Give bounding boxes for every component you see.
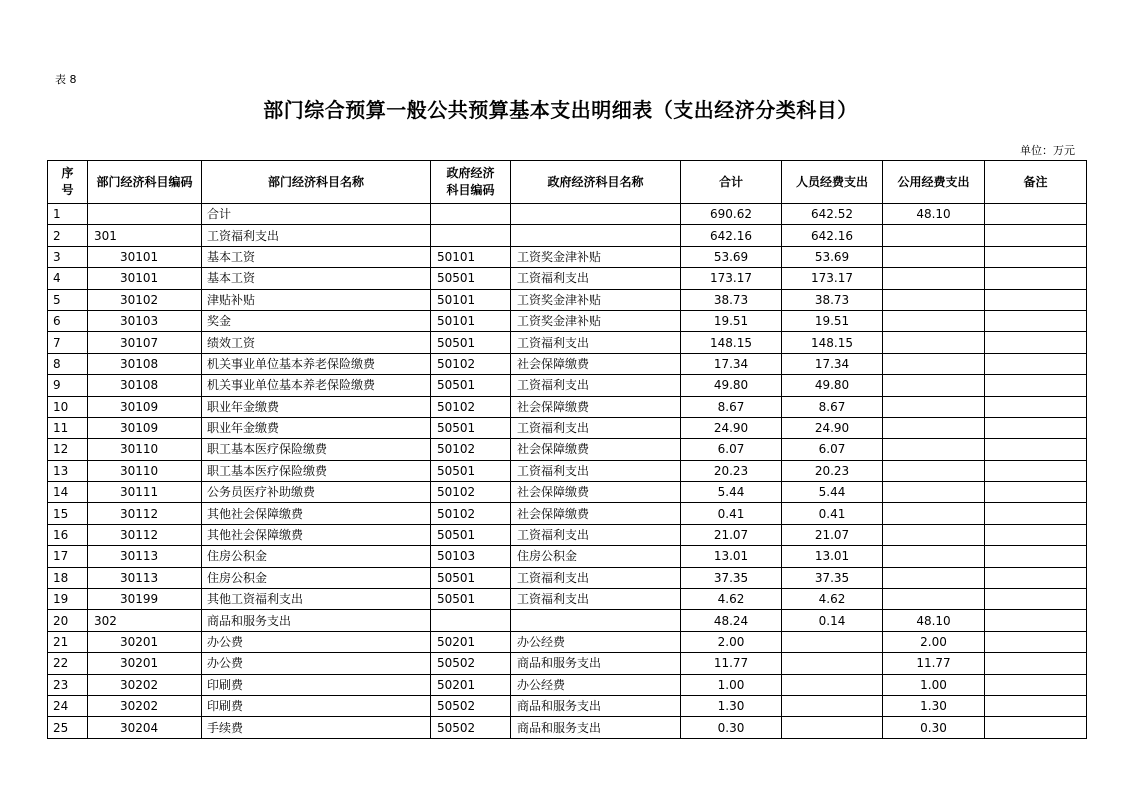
cell-remark xyxy=(985,225,1087,246)
cell-gov-code: 50102 xyxy=(431,396,511,417)
cell-seq: 18 xyxy=(48,567,88,588)
cell-gov-code: 50501 xyxy=(431,268,511,289)
cell-gov-name: 社会保障缴费 xyxy=(511,353,681,374)
cell-public: 2.00 xyxy=(883,631,985,652)
cell-total: 173.17 xyxy=(681,268,782,289)
cell-personnel: 21.07 xyxy=(782,524,883,545)
cell-gov-code: 50102 xyxy=(431,482,511,503)
cell-dept-code: 30103 xyxy=(88,310,202,331)
cell-public xyxy=(883,375,985,396)
cell-gov-code: 50502 xyxy=(431,653,511,674)
cell-personnel: 24.90 xyxy=(782,417,883,438)
cell-dept-name: 绩效工资 xyxy=(202,332,431,353)
cell-gov-name: 工资福利支出 xyxy=(511,268,681,289)
cell-gov-name: 工资福利支出 xyxy=(511,417,681,438)
cell-gov-name: 办公经费 xyxy=(511,631,681,652)
cell-gov-code: 50101 xyxy=(431,310,511,331)
cell-public xyxy=(883,439,985,460)
cell-personnel: 0.14 xyxy=(782,610,883,631)
cell-remark xyxy=(985,631,1087,652)
cell-dept-code: 301 xyxy=(88,225,202,246)
cell-personnel: 13.01 xyxy=(782,546,883,567)
cell-public xyxy=(883,225,985,246)
header-gov-code: 政府经济科目编码 xyxy=(431,161,511,204)
cell-seq: 12 xyxy=(48,439,88,460)
cell-remark xyxy=(985,610,1087,631)
cell-total: 0.30 xyxy=(681,717,782,738)
table-row xyxy=(48,396,1087,417)
cell-dept-name: 基本工资 xyxy=(202,268,431,289)
cell-gov-code: 50101 xyxy=(431,289,511,310)
cell-total: 20.23 xyxy=(681,460,782,481)
cell-seq: 25 xyxy=(48,717,88,738)
cell-personnel xyxy=(782,674,883,695)
cell-personnel: 8.67 xyxy=(782,396,883,417)
cell-personnel: 38.73 xyxy=(782,289,883,310)
cell-seq: 1 xyxy=(48,204,88,225)
cell-seq: 7 xyxy=(48,332,88,353)
table-row xyxy=(48,653,1087,674)
cell-dept-name: 工资福利支出 xyxy=(202,225,431,246)
cell-personnel: 53.69 xyxy=(782,246,883,267)
cell-gov-code: 50502 xyxy=(431,717,511,738)
cell-gov-name: 社会保障缴费 xyxy=(511,482,681,503)
cell-remark xyxy=(985,567,1087,588)
cell-dept-name: 办公费 xyxy=(202,653,431,674)
cell-gov-code: 50201 xyxy=(431,674,511,695)
cell-gov-code: 50101 xyxy=(431,246,511,267)
cell-dept-name: 公务员医疗补助缴费 xyxy=(202,482,431,503)
cell-seq: 17 xyxy=(48,546,88,567)
table-row xyxy=(48,610,1087,631)
budget-table xyxy=(47,160,1087,739)
cell-seq: 22 xyxy=(48,653,88,674)
cell-total: 5.44 xyxy=(681,482,782,503)
cell-gov-code xyxy=(431,204,511,225)
table-body xyxy=(48,204,1087,739)
cell-seq: 2 xyxy=(48,225,88,246)
cell-dept-code: 30199 xyxy=(88,589,202,610)
cell-seq: 20 xyxy=(48,610,88,631)
cell-gov-name: 商品和服务支出 xyxy=(511,695,681,716)
cell-dept-code: 30113 xyxy=(88,546,202,567)
cell-remark xyxy=(985,204,1087,225)
cell-dept-name: 奖金 xyxy=(202,310,431,331)
cell-personnel xyxy=(782,631,883,652)
table-row xyxy=(48,567,1087,588)
cell-dept-name: 基本工资 xyxy=(202,246,431,267)
cell-public xyxy=(883,546,985,567)
cell-remark xyxy=(985,246,1087,267)
table-row xyxy=(48,439,1087,460)
table-row xyxy=(48,268,1087,289)
cell-gov-name xyxy=(511,225,681,246)
table-row xyxy=(48,246,1087,267)
cell-gov-name xyxy=(511,204,681,225)
cell-gov-code: 50103 xyxy=(431,546,511,567)
cell-public xyxy=(883,417,985,438)
cell-dept-name: 职工基本医疗保险缴费 xyxy=(202,439,431,460)
cell-public xyxy=(883,460,985,481)
cell-remark xyxy=(985,332,1087,353)
cell-remark xyxy=(985,417,1087,438)
cell-dept-code: 30204 xyxy=(88,717,202,738)
cell-remark xyxy=(985,353,1087,374)
cell-total: 6.07 xyxy=(681,439,782,460)
cell-seq: 16 xyxy=(48,524,88,545)
cell-total: 37.35 xyxy=(681,567,782,588)
cell-gov-code xyxy=(431,610,511,631)
cell-remark xyxy=(985,439,1087,460)
cell-dept-code: 30110 xyxy=(88,460,202,481)
cell-remark xyxy=(985,268,1087,289)
cell-total: 24.90 xyxy=(681,417,782,438)
cell-gov-code: 50201 xyxy=(431,631,511,652)
cell-public: 1.00 xyxy=(883,674,985,695)
table-row xyxy=(48,482,1087,503)
cell-personnel xyxy=(782,695,883,716)
table-row xyxy=(48,417,1087,438)
cell-total: 1.30 xyxy=(681,695,782,716)
cell-remark xyxy=(985,695,1087,716)
cell-total: 48.24 xyxy=(681,610,782,631)
cell-public xyxy=(883,310,985,331)
cell-personnel: 148.15 xyxy=(782,332,883,353)
cell-personnel: 37.35 xyxy=(782,567,883,588)
cell-dept-code: 30112 xyxy=(88,503,202,524)
cell-seq: 5 xyxy=(48,289,88,310)
cell-total: 8.67 xyxy=(681,396,782,417)
cell-dept-name: 职业年金缴费 xyxy=(202,396,431,417)
cell-personnel: 0.41 xyxy=(782,503,883,524)
cell-public xyxy=(883,503,985,524)
cell-public: 11.77 xyxy=(883,653,985,674)
cell-public xyxy=(883,567,985,588)
cell-public xyxy=(883,289,985,310)
table-number: 表 8 xyxy=(55,73,77,86)
cell-dept-name: 其他社会保障缴费 xyxy=(202,503,431,524)
cell-gov-code xyxy=(431,225,511,246)
header-remark: 备注 xyxy=(985,161,1087,204)
cell-public xyxy=(883,396,985,417)
cell-dept-code: 30108 xyxy=(88,353,202,374)
header-dept-name: 部门经济科目名称 xyxy=(202,161,431,204)
cell-gov-name: 商品和服务支出 xyxy=(511,653,681,674)
cell-gov-code: 50502 xyxy=(431,695,511,716)
cell-gov-name: 工资福利支出 xyxy=(511,589,681,610)
cell-personnel: 642.16 xyxy=(782,225,883,246)
cell-public xyxy=(883,353,985,374)
cell-remark xyxy=(985,589,1087,610)
cell-dept-code: 30201 xyxy=(88,631,202,652)
cell-seq: 6 xyxy=(48,310,88,331)
table-row xyxy=(48,546,1087,567)
cell-remark xyxy=(985,503,1087,524)
cell-dept-name: 职工基本医疗保险缴费 xyxy=(202,460,431,481)
cell-dept-name: 机关事业单位基本养老保险缴费 xyxy=(202,353,431,374)
cell-total: 148.15 xyxy=(681,332,782,353)
cell-dept-code: 30101 xyxy=(88,268,202,289)
cell-seq: 10 xyxy=(48,396,88,417)
cell-remark xyxy=(985,310,1087,331)
cell-gov-name: 住房公积金 xyxy=(511,546,681,567)
cell-gov-name: 工资福利支出 xyxy=(511,332,681,353)
cell-dept-code: 30101 xyxy=(88,246,202,267)
cell-dept-name: 办公费 xyxy=(202,631,431,652)
cell-seq: 23 xyxy=(48,674,88,695)
cell-remark xyxy=(985,524,1087,545)
cell-dept-code: 302 xyxy=(88,610,202,631)
cell-gov-name: 工资奖金津补贴 xyxy=(511,310,681,331)
cell-gov-name: 工资福利支出 xyxy=(511,524,681,545)
cell-public: 0.30 xyxy=(883,717,985,738)
table-row xyxy=(48,503,1087,524)
cell-public xyxy=(883,524,985,545)
table-row xyxy=(48,289,1087,310)
cell-public: 1.30 xyxy=(883,695,985,716)
table-row xyxy=(48,225,1087,246)
cell-personnel: 17.34 xyxy=(782,353,883,374)
cell-dept-name: 机关事业单位基本养老保险缴费 xyxy=(202,375,431,396)
cell-gov-code: 50501 xyxy=(431,589,511,610)
cell-dept-name: 津贴补贴 xyxy=(202,289,431,310)
cell-remark xyxy=(985,674,1087,695)
cell-public: 48.10 xyxy=(883,610,985,631)
cell-personnel xyxy=(782,717,883,738)
cell-remark xyxy=(985,717,1087,738)
cell-dept-code: 30102 xyxy=(88,289,202,310)
table-row xyxy=(48,353,1087,374)
cell-total: 4.62 xyxy=(681,589,782,610)
header-seq: 序号 xyxy=(48,161,88,204)
cell-personnel: 642.52 xyxy=(782,204,883,225)
cell-remark xyxy=(985,396,1087,417)
cell-public: 48.10 xyxy=(883,204,985,225)
table-row xyxy=(48,310,1087,331)
cell-total: 17.34 xyxy=(681,353,782,374)
cell-personnel: 4.62 xyxy=(782,589,883,610)
cell-gov-code: 50501 xyxy=(431,332,511,353)
cell-gov-code: 50501 xyxy=(431,417,511,438)
cell-public xyxy=(883,268,985,289)
cell-gov-name: 工资奖金津补贴 xyxy=(511,246,681,267)
cell-total: 13.01 xyxy=(681,546,782,567)
cell-gov-code: 50501 xyxy=(431,375,511,396)
header-personnel: 人员经费支出 xyxy=(782,161,883,204)
cell-dept-code: 30113 xyxy=(88,567,202,588)
table-row xyxy=(48,674,1087,695)
cell-dept-code: 30202 xyxy=(88,674,202,695)
cell-total: 1.00 xyxy=(681,674,782,695)
cell-remark xyxy=(985,653,1087,674)
cell-dept-code: 30108 xyxy=(88,375,202,396)
table-row xyxy=(48,375,1087,396)
cell-gov-name xyxy=(511,610,681,631)
cell-dept-code xyxy=(88,204,202,225)
cell-personnel: 173.17 xyxy=(782,268,883,289)
cell-dept-name: 印刷费 xyxy=(202,674,431,695)
cell-gov-code: 50501 xyxy=(431,460,511,481)
cell-seq: 3 xyxy=(48,246,88,267)
cell-dept-name: 合计 xyxy=(202,204,431,225)
cell-gov-name: 办公经费 xyxy=(511,674,681,695)
cell-seq: 13 xyxy=(48,460,88,481)
cell-remark xyxy=(985,546,1087,567)
cell-seq: 21 xyxy=(48,631,88,652)
cell-seq: 8 xyxy=(48,353,88,374)
cell-total: 11.77 xyxy=(681,653,782,674)
table-row xyxy=(48,631,1087,652)
cell-seq: 19 xyxy=(48,589,88,610)
table-row xyxy=(48,204,1087,225)
page-title: 部门综合预算一般公共预算基本支出明细表（支出经济分类科目） xyxy=(263,98,858,122)
cell-gov-name: 社会保障缴费 xyxy=(511,439,681,460)
cell-total: 38.73 xyxy=(681,289,782,310)
cell-public xyxy=(883,482,985,503)
cell-gov-name: 社会保障缴费 xyxy=(511,396,681,417)
cell-gov-name: 工资福利支出 xyxy=(511,460,681,481)
cell-dept-name: 住房公积金 xyxy=(202,546,431,567)
cell-gov-name: 工资福利支出 xyxy=(511,567,681,588)
cell-dept-code: 30201 xyxy=(88,653,202,674)
cell-seq: 4 xyxy=(48,268,88,289)
cell-total: 21.07 xyxy=(681,524,782,545)
cell-gov-code: 50102 xyxy=(431,503,511,524)
cell-gov-code: 50102 xyxy=(431,439,511,460)
cell-personnel xyxy=(782,653,883,674)
table-row xyxy=(48,460,1087,481)
cell-gov-name: 工资福利支出 xyxy=(511,375,681,396)
cell-seq: 24 xyxy=(48,695,88,716)
cell-dept-code: 30111 xyxy=(88,482,202,503)
cell-total: 690.62 xyxy=(681,204,782,225)
cell-public xyxy=(883,332,985,353)
cell-dept-code: 30109 xyxy=(88,396,202,417)
cell-seq: 14 xyxy=(48,482,88,503)
cell-personnel: 5.44 xyxy=(782,482,883,503)
cell-gov-name: 工资奖金津补贴 xyxy=(511,289,681,310)
cell-personnel: 20.23 xyxy=(782,460,883,481)
cell-seq: 11 xyxy=(48,417,88,438)
cell-dept-code: 30110 xyxy=(88,439,202,460)
cell-remark xyxy=(985,460,1087,481)
unit-label: 单位：万元 xyxy=(1020,144,1075,157)
cell-dept-code: 30112 xyxy=(88,524,202,545)
cell-total: 49.80 xyxy=(681,375,782,396)
cell-personnel: 19.51 xyxy=(782,310,883,331)
cell-remark xyxy=(985,289,1087,310)
cell-dept-code: 30202 xyxy=(88,695,202,716)
cell-dept-name: 印刷费 xyxy=(202,695,431,716)
header-dept-code: 部门经济科目编码 xyxy=(88,161,202,204)
cell-seq: 15 xyxy=(48,503,88,524)
cell-personnel: 49.80 xyxy=(782,375,883,396)
cell-dept-name: 其他工资福利支出 xyxy=(202,589,431,610)
table-row xyxy=(48,717,1087,738)
cell-dept-name: 其他社会保障缴费 xyxy=(202,524,431,545)
cell-dept-name: 住房公积金 xyxy=(202,567,431,588)
table-row xyxy=(48,695,1087,716)
header-gov-name: 政府经济科目名称 xyxy=(511,161,681,204)
cell-gov-name: 社会保障缴费 xyxy=(511,503,681,524)
cell-public xyxy=(883,246,985,267)
cell-personnel: 6.07 xyxy=(782,439,883,460)
table-row xyxy=(48,589,1087,610)
cell-total: 19.51 xyxy=(681,310,782,331)
cell-remark xyxy=(985,375,1087,396)
cell-gov-code: 50501 xyxy=(431,524,511,545)
cell-dept-code: 30107 xyxy=(88,332,202,353)
cell-dept-name: 职业年金缴费 xyxy=(202,417,431,438)
cell-total: 53.69 xyxy=(681,246,782,267)
cell-total: 2.00 xyxy=(681,631,782,652)
cell-gov-code: 50501 xyxy=(431,567,511,588)
table-row xyxy=(48,524,1087,545)
header-row xyxy=(48,161,1087,204)
cell-gov-name: 商品和服务支出 xyxy=(511,717,681,738)
cell-gov-code: 50102 xyxy=(431,353,511,374)
cell-dept-name: 手续费 xyxy=(202,717,431,738)
cell-total: 0.41 xyxy=(681,503,782,524)
cell-dept-code: 30109 xyxy=(88,417,202,438)
cell-dept-name: 商品和服务支出 xyxy=(202,610,431,631)
cell-remark xyxy=(985,482,1087,503)
header-total: 合计 xyxy=(681,161,782,204)
cell-public xyxy=(883,589,985,610)
cell-seq: 9 xyxy=(48,375,88,396)
header-public: 公用经费支出 xyxy=(883,161,985,204)
cell-total: 642.16 xyxy=(681,225,782,246)
table-row xyxy=(48,332,1087,353)
